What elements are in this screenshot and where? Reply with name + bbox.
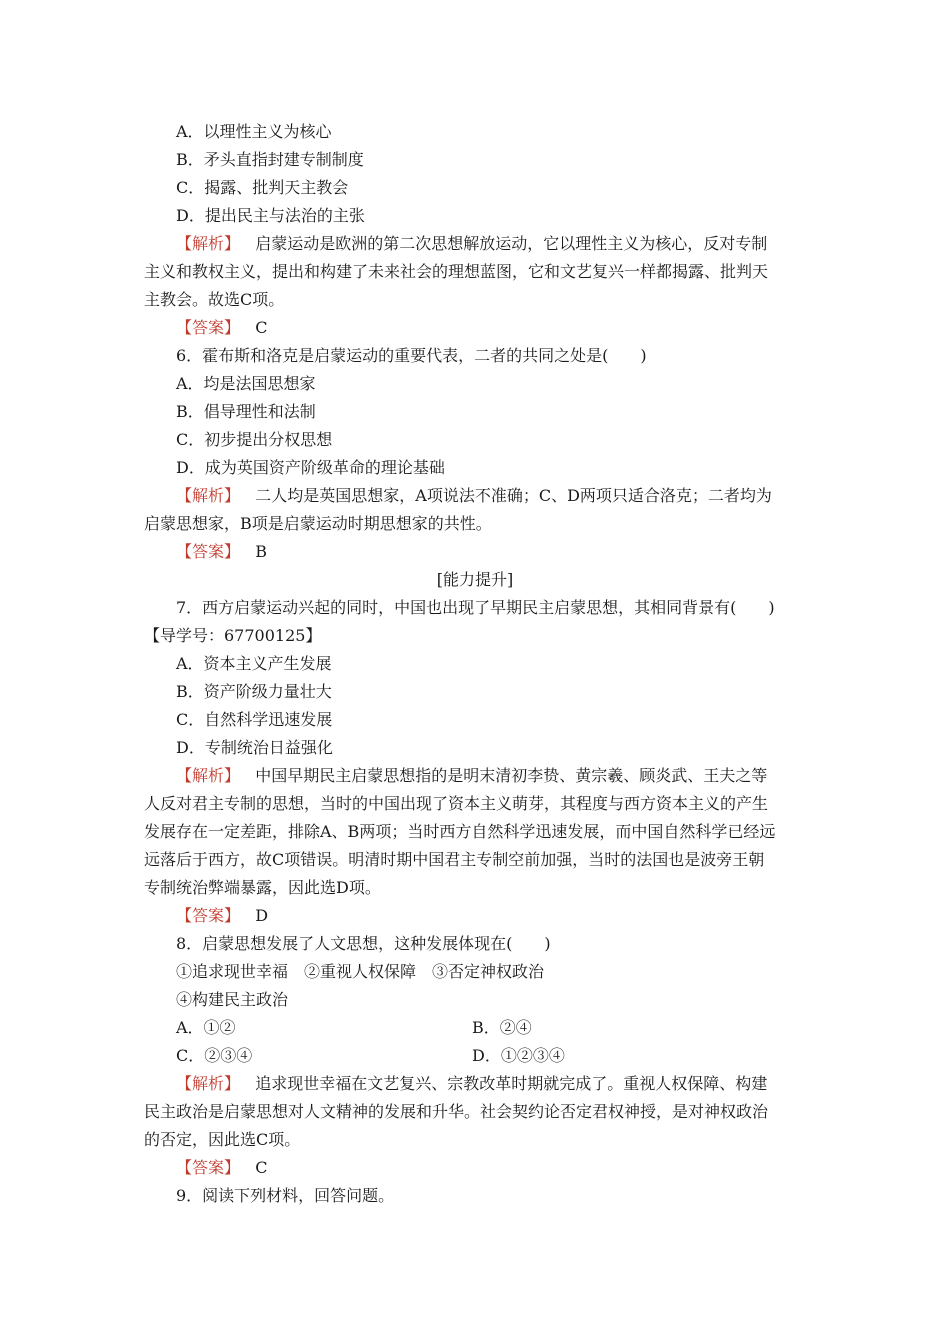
q8-question: 8．启蒙思想发展了人文思想，这种发展体现在( ) xyxy=(176,934,551,953)
q8-analysis-line-1 xyxy=(176,1074,767,1094)
q6-answer xyxy=(176,542,267,562)
answer-value: C xyxy=(255,1158,268,1177)
q7-option-a: A．资本主义产生发展 xyxy=(176,654,332,673)
answer-value: B xyxy=(255,542,268,561)
q7-analysis-line-3: 发展存在一定差距，排除A、B两项；当时西方自然科学迅速发展，而中国自然科学已经远 xyxy=(144,822,776,841)
analysis-text: 启蒙运动是欧洲的第二次思想解放运动，它以理性主义为核心，反对专制 xyxy=(255,234,768,253)
q7-option-d: D．专制统治日益强化 xyxy=(176,738,333,757)
q5-option-b: B．矛头直指封建专制制度 xyxy=(176,150,364,169)
q5-option-a: A．以理性主义为核心 xyxy=(176,122,332,141)
q6-option-d: D．成为英国资产阶级革命的理论基础 xyxy=(176,458,445,477)
answer-value: C xyxy=(255,318,268,337)
q5-option-d: D．提出民主与法治的主张 xyxy=(176,206,365,225)
q5-answer xyxy=(176,318,268,338)
analysis-text: 中国早期民主启蒙思想指的是明末清初李贽、黄宗羲、顾炎武、王夫之等 xyxy=(255,766,768,785)
q8-option-c: C．②③④ xyxy=(176,1046,253,1065)
answer-label: 【答案】 xyxy=(176,542,241,561)
q7-option-b: B．资产阶级力量壮大 xyxy=(176,682,332,701)
analysis-text: 二人均是英国思想家，A项说法不准确；C、D两项只适合洛克；二者均为 xyxy=(255,486,772,505)
q7-analysis-line-1 xyxy=(176,766,767,786)
q6-analysis-line-1 xyxy=(176,486,772,506)
q6-question: 6．霍布斯和洛克是启蒙运动的重要代表，二者的共同之处是( ) xyxy=(176,346,647,365)
q8-option-d: D．①②③④ xyxy=(472,1046,565,1065)
answer-label: 【答案】 xyxy=(176,1158,241,1177)
q8-answer xyxy=(176,1158,268,1178)
section-title: [能力提升] xyxy=(436,570,514,589)
q5-option-c: C．揭露、批判天主教会 xyxy=(176,178,349,197)
q6-option-a: A．均是法国思想家 xyxy=(176,374,316,393)
answer-value: D xyxy=(255,906,269,925)
q8-items-line-1: ①追求现世幸福 ②重视人权保障 ③否定神权政治 xyxy=(176,962,545,981)
q8-option-a: A．①② xyxy=(176,1018,236,1037)
q8-analysis-line-3: 的否定，因此选C项。 xyxy=(144,1130,301,1149)
q6-option-c: C．初步提出分权思想 xyxy=(176,430,333,449)
q9-question: 9．阅读下列材料，回答问题。 xyxy=(176,1186,395,1205)
q5-analysis-line-3: 主教会。故选C项。 xyxy=(144,290,285,309)
analysis-label: 【解析】 xyxy=(176,486,241,505)
q7-guide-number: 【导学号：67700125】 xyxy=(144,626,322,645)
q6-analysis-line-2: 启蒙思想家，B项是启蒙运动时期思想家的共性。 xyxy=(144,514,492,533)
answer-label: 【答案】 xyxy=(176,906,241,925)
q8-analysis-line-2: 民主政治是启蒙思想对人文精神的发展和升华。社会契约论否定君权神授，是对神权政治 xyxy=(144,1102,769,1121)
q7-analysis-line-4: 远落后于西方，故C项错误。明清时期中国君主专制空前加强，当时的法国也是波旁王朝 xyxy=(144,850,765,869)
q7-answer xyxy=(176,906,268,926)
q6-option-b: B．倡导理性和法制 xyxy=(176,402,316,421)
q5-analysis-line-2: 主义和教权主义，提出和构建了未来社会的理想蓝图，它和文艺复兴一样都揭露、批判天 xyxy=(144,262,769,281)
q7-analysis-line-2: 人反对君主专制的思想，当时的中国出现了资本主义萌芽，其程度与西方资本主义的产生 xyxy=(144,794,769,813)
q8-items-line-2: ④构建民主政治 xyxy=(176,990,289,1009)
analysis-label: 【解析】 xyxy=(176,234,241,253)
q8-option-b: B．②④ xyxy=(472,1018,532,1037)
q5-analysis-line-1 xyxy=(176,234,767,254)
q7-option-c: C．自然科学迅速发展 xyxy=(176,710,333,729)
analysis-label: 【解析】 xyxy=(176,1074,241,1093)
answer-label: 【答案】 xyxy=(176,318,241,337)
analysis-text: 追求现世幸福在文艺复兴、宗教改革时期就完成了。重视人权保障、构建 xyxy=(255,1074,768,1093)
analysis-label: 【解析】 xyxy=(176,766,241,785)
q7-analysis-line-5: 专制统治弊端暴露，因此选D项。 xyxy=(144,878,381,897)
q7-question: 7．西方启蒙运动兴起的同时，中国也出现了早期民主启蒙思想，其相同背景有( ) xyxy=(176,598,775,617)
